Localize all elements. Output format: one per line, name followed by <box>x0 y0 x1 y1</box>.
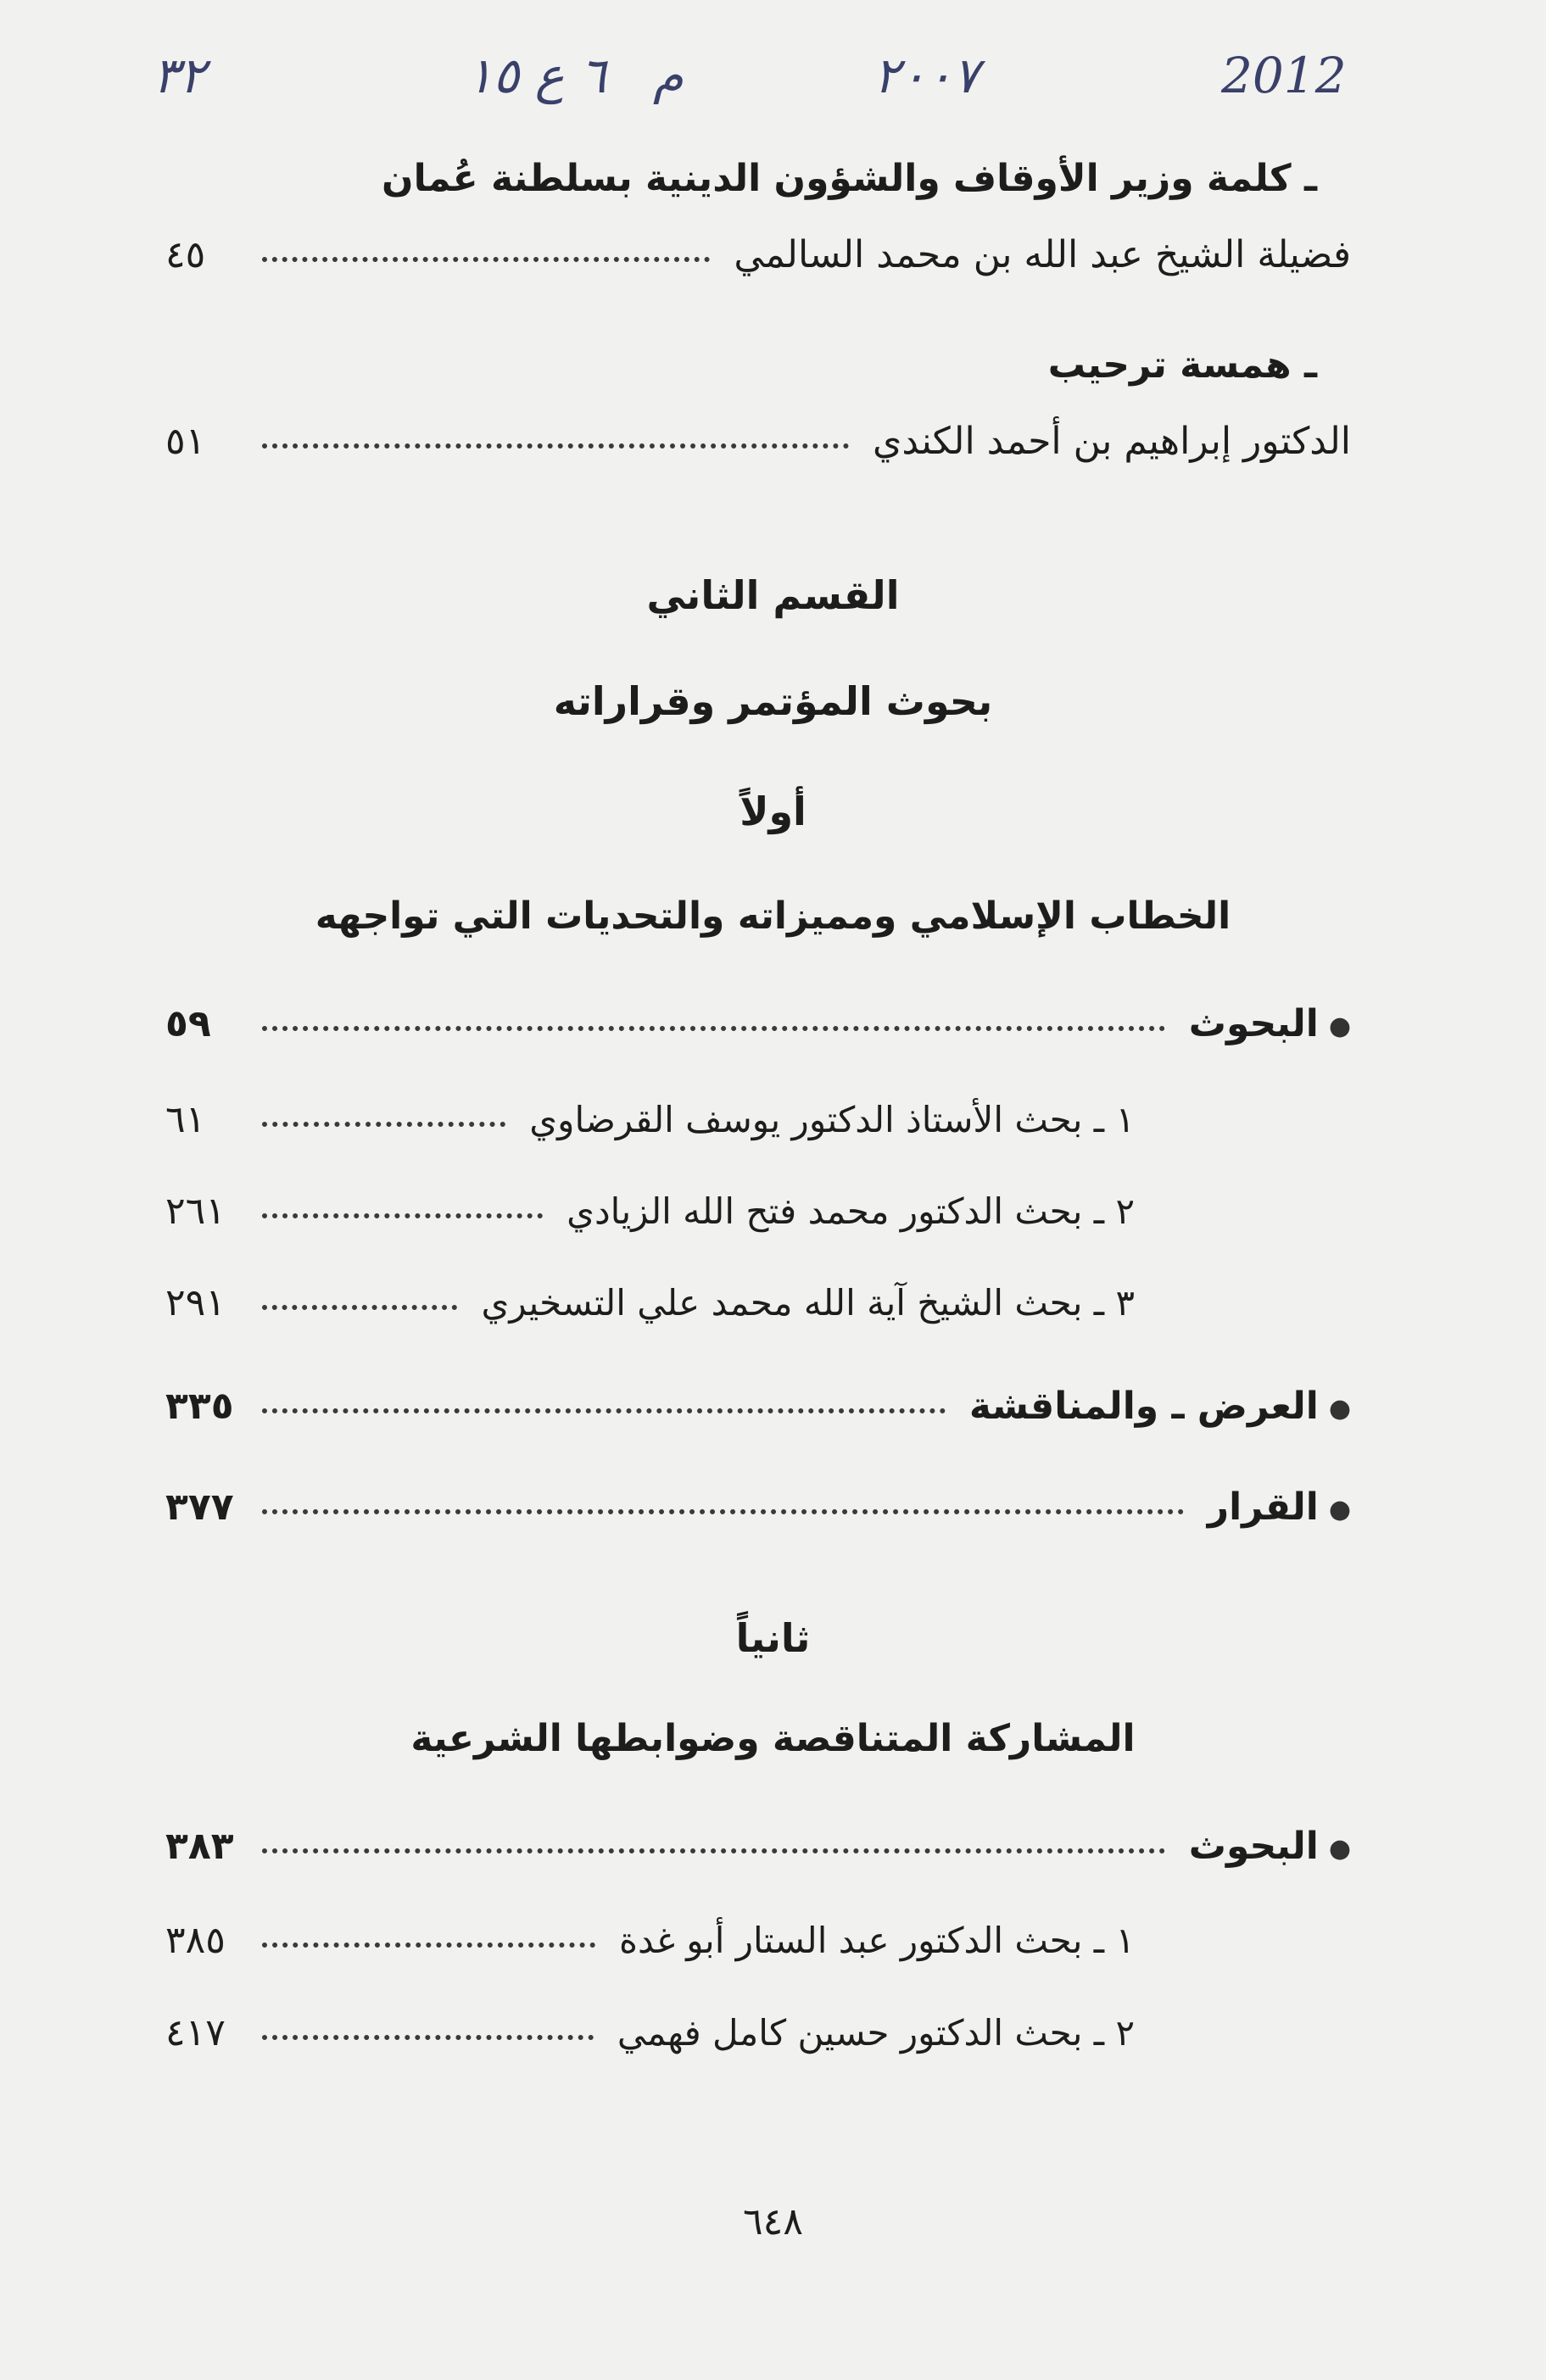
toc-entry[interactable] <box>165 1919 1135 1962</box>
toc-entry[interactable] <box>165 233 1351 276</box>
toc-entry[interactable] <box>165 2011 1135 2054</box>
handwritten-notes <box>153 47 1347 140</box>
dot-leader <box>262 257 710 262</box>
toc-entry-label: ٣ ـ بحث الشيخ آية الله محمد علي التسخيري <box>481 1282 1135 1324</box>
section-ordinal: أولاً <box>740 789 806 834</box>
toc-entry[interactable] <box>165 1190 1135 1233</box>
toc-entry-label: فضيلة الشيخ عبد الله بن محمد السالمي <box>734 233 1351 276</box>
dot-leader <box>262 1942 595 1948</box>
dot-leader <box>262 443 849 449</box>
handwritten-note: م <box>653 47 684 104</box>
toc-page-number: ٥١ <box>165 420 206 463</box>
part-heading: القسم الثاني <box>646 572 900 618</box>
toc-page-number: ٢٩١ <box>165 1281 226 1324</box>
toc-entry-label: ● البحوث <box>1189 1002 1351 1045</box>
dot-leader <box>262 1026 1165 1031</box>
section-title: الخطاب الإسلامي ومميزاته والتحديات التي تواجهه <box>315 895 1231 938</box>
toc-page-number: ٢٦١ <box>165 1190 226 1233</box>
dot-leader <box>262 1122 505 1127</box>
toc-entry-research[interactable] <box>165 1825 1351 1868</box>
dot-leader <box>262 1305 457 1310</box>
dot-leader <box>262 1509 1184 1514</box>
welcome-title: ـ همسة ترحيب <box>1047 343 1317 387</box>
section-ordinal: ثانياً <box>735 1615 811 1661</box>
toc-entry[interactable] <box>165 1281 1135 1324</box>
handwritten-note: ٦ ع ١٥ <box>466 47 606 104</box>
toc-entry-label: ● العرض ـ والمناقشة <box>969 1385 1351 1428</box>
part-subtitle: بحوث المؤتمر وقراراته <box>553 678 993 724</box>
dot-leader <box>262 1213 543 1218</box>
toc-page-number: ٤٥ <box>165 233 206 276</box>
dot-leader <box>262 1848 1165 1853</box>
toc-page-number: ٣٣٥ <box>165 1385 234 1428</box>
page-number: ٦٤٨ <box>743 2200 803 2243</box>
toc-page-number: ٣٨٥ <box>165 1919 226 1962</box>
toc-entry[interactable] <box>165 1098 1135 1141</box>
toc-entry-label: ● البحوث <box>1189 1825 1351 1868</box>
dot-leader <box>262 2035 594 2040</box>
toc-entry[interactable] <box>165 420 1351 463</box>
handwritten-note: ٢٠٠٧ <box>873 47 980 104</box>
toc-page-number: ٣٧٧ <box>165 1485 234 1529</box>
dot-leader <box>262 1408 946 1413</box>
toc-entry-label: ● القرار <box>1208 1485 1351 1529</box>
toc-entry-discussion[interactable] <box>165 1385 1351 1428</box>
toc-page-number: ٥٩ <box>165 1002 211 1045</box>
minister-speech-title: ـ كلمة وزير الأوقاف والشؤون الدينية بسلطنة عُمان <box>382 157 1317 200</box>
toc-entry-label: ٢ ـ بحث الدكتور محمد فتح الله الزيادي <box>566 1190 1135 1232</box>
toc-entry-label: ١ ـ بحث الأستاذ الدكتور يوسف القرضاوي <box>529 1099 1135 1140</box>
toc-entry-resolution[interactable] <box>165 1485 1351 1529</box>
handwritten-note: 2012 <box>1221 47 1347 104</box>
section-title: المشاركة المتناقصة وضوابطها الشرعية <box>410 1717 1136 1760</box>
toc-page-number: ٣٨٣ <box>165 1825 234 1868</box>
toc-page-number: ٦١ <box>165 1098 206 1141</box>
toc-entry-research[interactable] <box>165 1002 1351 1045</box>
toc-entry-label: الدكتور إبراهيم بن أحمد الكندي <box>872 420 1351 463</box>
handwritten-note: ٣٢ <box>153 47 206 104</box>
toc-entry-label: ١ ـ بحث الدكتور عبد الستار أبو غدة <box>618 1920 1135 1961</box>
toc-entry-label: ٢ ـ بحث الدكتور حسين كامل فهمي <box>617 2012 1135 2054</box>
toc-page-number: ٤١٧ <box>165 2011 226 2054</box>
